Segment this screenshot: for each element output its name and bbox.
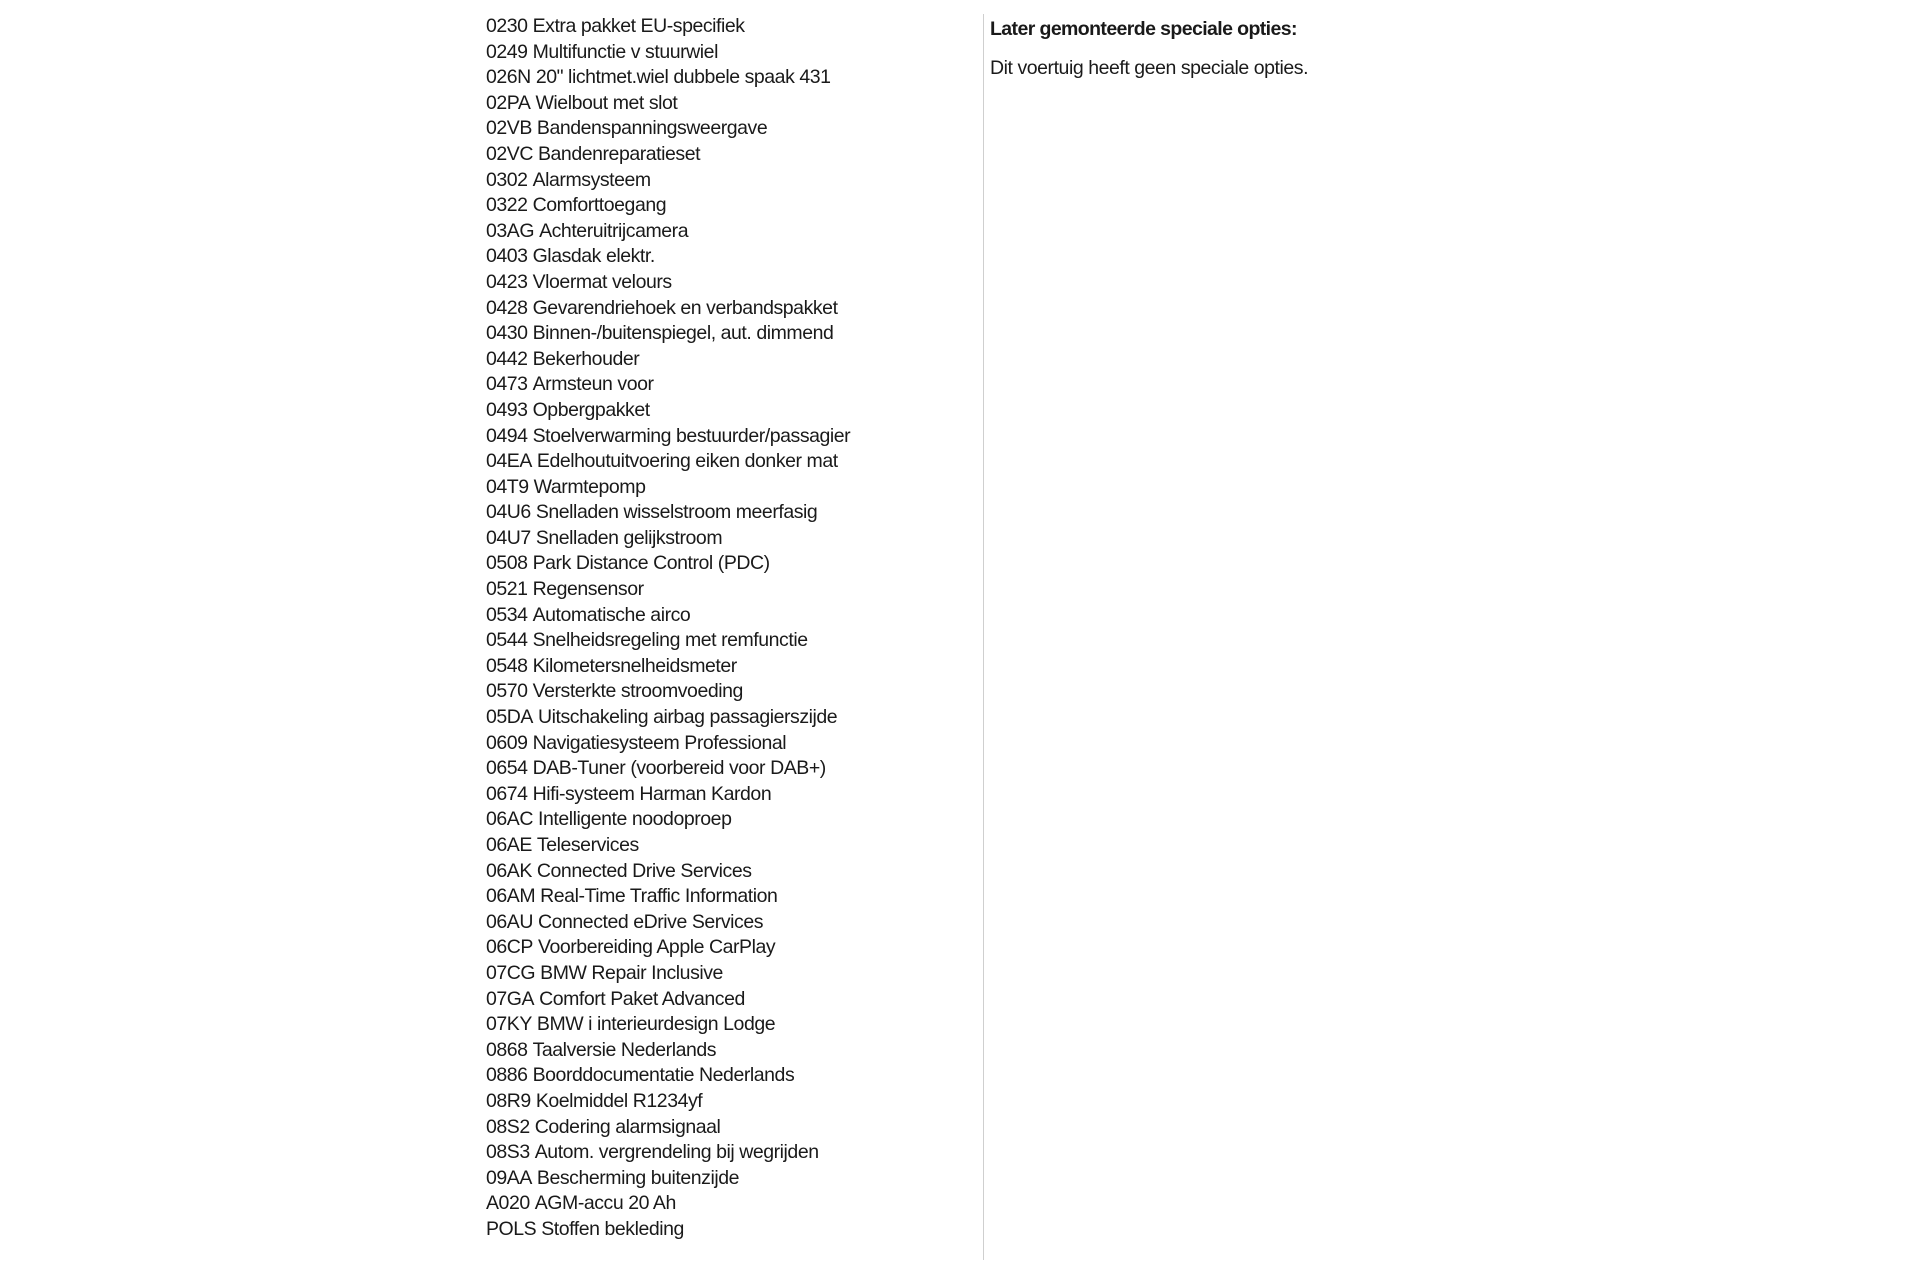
option-label: Snelladen wisselstroom meerfasig bbox=[535, 501, 818, 524]
option-label: Bandenreparatieset bbox=[537, 142, 701, 165]
option-label: Comforttoegang bbox=[532, 194, 667, 217]
option-item bbox=[486, 705, 966, 731]
option-code: 026N bbox=[486, 66, 531, 89]
option-item bbox=[486, 193, 966, 219]
option-item bbox=[486, 398, 966, 424]
option-item bbox=[486, 40, 966, 66]
option-code: 04EA bbox=[486, 450, 532, 473]
option-code: 08S3 bbox=[486, 1141, 530, 1164]
option-item bbox=[486, 1038, 966, 1064]
factory-options-column bbox=[486, 14, 966, 1243]
option-code: 06CP bbox=[486, 936, 533, 959]
option-label: Stoffen bekleding bbox=[541, 1217, 684, 1240]
option-item bbox=[486, 1191, 966, 1217]
option-code: 0428 bbox=[486, 296, 528, 319]
option-label: Regensensor bbox=[532, 578, 644, 601]
option-code: 0609 bbox=[486, 731, 528, 754]
option-item bbox=[486, 987, 966, 1013]
option-code: 04U7 bbox=[486, 526, 531, 549]
option-item bbox=[486, 142, 966, 168]
option-item bbox=[486, 91, 966, 117]
option-code: 05DA bbox=[486, 706, 533, 729]
option-code: 0674 bbox=[486, 782, 528, 805]
option-label: Real-Time Traffic Information bbox=[540, 885, 778, 908]
option-code: 0430 bbox=[486, 322, 528, 345]
option-code: 0494 bbox=[486, 424, 528, 447]
option-label: Bescherming buitenzijde bbox=[536, 1166, 740, 1189]
option-code: 0403 bbox=[486, 245, 528, 268]
option-code: 0544 bbox=[486, 629, 528, 652]
option-label: AGM-accu 20 Ah bbox=[534, 1192, 676, 1215]
option-code: 06AM bbox=[486, 885, 536, 908]
option-code: 07CG bbox=[486, 961, 536, 984]
option-item bbox=[486, 526, 966, 552]
option-item bbox=[486, 321, 966, 347]
option-item bbox=[486, 1012, 966, 1038]
option-code: 0322 bbox=[486, 194, 528, 217]
option-label: BMW i interieurdesign Lodge bbox=[536, 1013, 776, 1036]
option-label: Wielbout met slot bbox=[535, 91, 678, 114]
option-label: Snelladen gelijkstroom bbox=[535, 526, 723, 549]
option-item bbox=[486, 731, 966, 757]
option-code: 06AU bbox=[486, 910, 533, 933]
option-label: Teleservices bbox=[536, 834, 639, 856]
option-label: Edelhoutuitvoering eiken donker mat bbox=[536, 450, 838, 473]
option-item bbox=[486, 1166, 966, 1192]
option-label: 20" lichtmet.wiel dubbele spaak 431 bbox=[535, 66, 831, 89]
option-label: Koelmiddel R1234yf bbox=[535, 1089, 703, 1112]
option-label: Connected eDrive Services bbox=[537, 910, 764, 933]
option-item bbox=[486, 449, 966, 475]
option-item bbox=[486, 219, 966, 245]
option-label: Stoelverwarming bestuurder/passagier bbox=[532, 424, 851, 447]
option-item bbox=[486, 654, 966, 680]
option-code: 09AA bbox=[486, 1166, 532, 1189]
option-code: 0521 bbox=[486, 578, 528, 601]
option-label: Warmtepomp bbox=[533, 475, 646, 498]
option-label: Voorbereiding Apple CarPlay bbox=[537, 936, 776, 959]
option-label: Uitschakeling airbag passagierszijde bbox=[537, 706, 838, 729]
option-code: 0654 bbox=[486, 757, 528, 780]
option-code: 0473 bbox=[486, 373, 528, 396]
option-item bbox=[486, 168, 966, 194]
option-label: Boorddocumentatie Nederlands bbox=[532, 1064, 795, 1087]
option-item bbox=[486, 1115, 966, 1141]
option-code: 07GA bbox=[486, 987, 535, 1010]
option-label: Navigatiesysteem Professional bbox=[532, 731, 787, 754]
option-code: A020 bbox=[486, 1192, 530, 1215]
option-code: 0230 bbox=[486, 15, 528, 37]
option-item bbox=[486, 859, 966, 885]
column-divider bbox=[983, 14, 984, 1260]
option-item bbox=[486, 782, 966, 808]
option-item bbox=[486, 833, 966, 859]
option-code: 08R9 bbox=[486, 1089, 531, 1112]
option-item bbox=[486, 884, 966, 910]
option-item bbox=[486, 577, 966, 603]
option-label: Kilometersnelheidsmeter bbox=[532, 654, 737, 677]
option-item bbox=[486, 910, 966, 936]
option-code: 06AK bbox=[486, 859, 532, 882]
option-code: 03AG bbox=[486, 219, 535, 242]
option-label: Armsteun voor bbox=[532, 373, 654, 396]
option-item bbox=[486, 756, 966, 782]
option-item bbox=[486, 1217, 966, 1243]
option-label: Autom. vergrendeling bij wegrijden bbox=[534, 1141, 819, 1164]
option-label: Intelligente noodoproep bbox=[537, 808, 732, 831]
option-code: 02PA bbox=[486, 91, 531, 114]
option-item bbox=[486, 961, 966, 987]
option-item bbox=[486, 270, 966, 296]
option-item bbox=[486, 935, 966, 961]
option-code: 06AE bbox=[486, 834, 532, 856]
option-item bbox=[486, 424, 966, 450]
option-item bbox=[486, 65, 966, 91]
option-code: 07KY bbox=[486, 1013, 532, 1036]
option-label: Automatische airco bbox=[532, 603, 691, 626]
option-label: Gevarendriehoek en verbandspakket bbox=[532, 296, 838, 319]
option-code: 0423 bbox=[486, 270, 528, 293]
option-code: 06AC bbox=[486, 808, 533, 831]
option-item bbox=[486, 1089, 966, 1115]
option-item bbox=[486, 603, 966, 629]
option-item bbox=[486, 679, 966, 705]
option-code: 0886 bbox=[486, 1064, 528, 1087]
option-item bbox=[486, 296, 966, 322]
option-label: Binnen-/buitenspiegel, aut. dimmend bbox=[532, 322, 834, 345]
option-code: 0493 bbox=[486, 398, 528, 421]
option-label: Achteruitrijcamera bbox=[539, 219, 689, 242]
option-label: Bekerhouder bbox=[532, 347, 640, 370]
option-list bbox=[486, 14, 966, 1243]
option-item bbox=[486, 244, 966, 270]
option-item bbox=[486, 807, 966, 833]
option-code: 0570 bbox=[486, 680, 528, 703]
option-item bbox=[486, 500, 966, 526]
option-label: Alarmsysteem bbox=[532, 168, 651, 191]
option-code: 0249 bbox=[486, 40, 528, 63]
option-item bbox=[486, 372, 966, 398]
option-code: 0868 bbox=[486, 1038, 528, 1061]
option-item bbox=[486, 628, 966, 654]
option-label: Snelheidsregeling met remfunctie bbox=[532, 629, 808, 652]
option-item bbox=[486, 1063, 966, 1089]
option-label: Park Distance Control (PDC) bbox=[532, 552, 770, 575]
option-item bbox=[486, 1140, 966, 1166]
option-label: Hifi-systeem Harman Kardon bbox=[532, 782, 772, 805]
option-code: 04T9 bbox=[486, 475, 529, 498]
later-options-text: Dit voertuig heeft geen speciale opties. bbox=[990, 57, 1309, 79]
option-label: Comfort Paket Advanced bbox=[539, 987, 745, 1010]
option-item bbox=[486, 116, 966, 142]
option-label: Codering alarmsignaal bbox=[534, 1115, 721, 1138]
option-code: 0442 bbox=[486, 347, 528, 370]
later-options-heading: Later gemonteerde speciale opties: bbox=[990, 18, 1297, 40]
option-label: Connected Drive Services bbox=[536, 859, 752, 882]
option-label: Vloermat velours bbox=[532, 270, 672, 293]
option-item bbox=[486, 14, 966, 40]
option-label: Glasdak elektr. bbox=[532, 245, 655, 268]
option-label: BMW Repair Inclusive bbox=[540, 961, 723, 984]
option-item bbox=[486, 551, 966, 577]
option-label: Extra pakket EU-specifiek bbox=[532, 15, 745, 37]
option-code: 0548 bbox=[486, 654, 528, 677]
option-code: 0302 bbox=[486, 168, 528, 191]
option-label: Opbergpakket bbox=[532, 398, 650, 421]
option-label: DAB-Tuner (voorbereid voor DAB+) bbox=[532, 757, 826, 780]
option-code: 04U6 bbox=[486, 501, 531, 524]
option-label: Multifunctie v stuurwiel bbox=[532, 40, 718, 63]
later-options-column bbox=[990, 14, 1890, 82]
option-item bbox=[486, 347, 966, 373]
option-label: Versterkte stroomvoeding bbox=[532, 680, 743, 703]
option-item bbox=[486, 475, 966, 501]
option-code: POLS bbox=[486, 1217, 537, 1240]
option-code: 02VC bbox=[486, 142, 533, 165]
option-code: 08S2 bbox=[486, 1115, 530, 1138]
option-code: 0508 bbox=[486, 552, 528, 575]
option-label: Taalversie Nederlands bbox=[532, 1038, 717, 1061]
option-label: Bandenspanningsweergave bbox=[536, 117, 768, 140]
option-code: 0534 bbox=[486, 603, 528, 626]
option-code: 02VB bbox=[486, 117, 532, 140]
